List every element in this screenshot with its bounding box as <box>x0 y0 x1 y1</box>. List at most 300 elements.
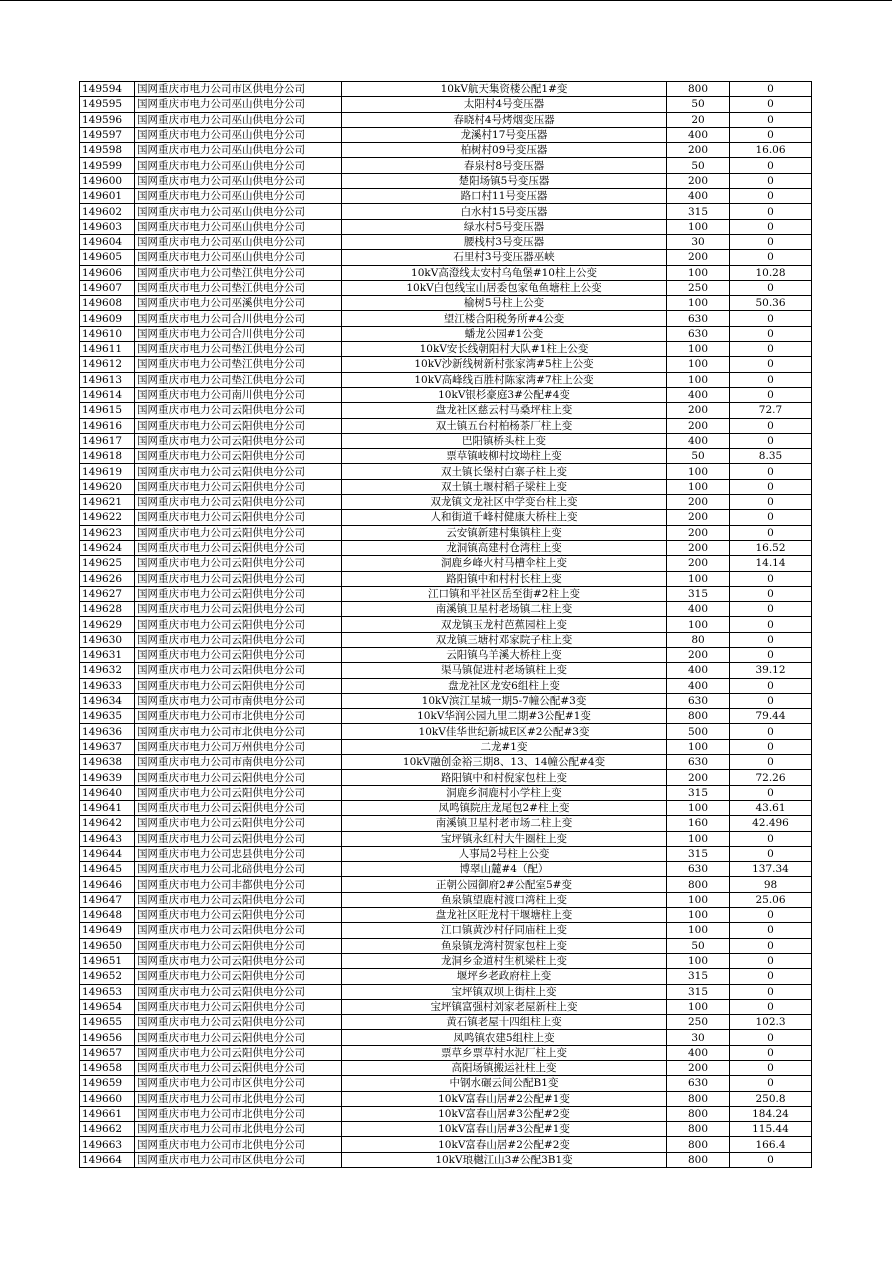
value-cell: 0 <box>730 571 812 586</box>
value-cell: 0 <box>730 510 812 525</box>
capacity-cell: 100 <box>667 999 730 1014</box>
company-cell: 国网重庆市电力公司云阳供电分公司 <box>135 403 342 418</box>
company-cell: 国网重庆市电力公司云阳供电分公司 <box>135 418 342 433</box>
company-cell: 国网重庆市电力公司巫山供电分公司 <box>135 204 342 219</box>
transformer-name-cell: 春晓村4号烤烟变压器 <box>342 112 667 127</box>
row-id-cell: 149626 <box>80 571 135 586</box>
value-cell: 0 <box>730 204 812 219</box>
capacity-cell: 400 <box>667 678 730 693</box>
value-cell: 0 <box>730 617 812 632</box>
capacity-cell: 400 <box>667 663 730 678</box>
capacity-cell: 200 <box>667 556 730 571</box>
table-row <box>80 403 812 418</box>
company-cell: 国网重庆市电力公司云阳供电分公司 <box>135 831 342 846</box>
table-row <box>80 219 812 234</box>
transformer-name-cell: 人和街道千峰村健康大桥柱上变 <box>342 510 667 525</box>
row-id-cell: 149606 <box>80 265 135 280</box>
capacity-cell: 630 <box>667 862 730 877</box>
transformer-table <box>79 81 812 1168</box>
table-row <box>80 800 812 815</box>
value-cell: 0 <box>730 342 812 357</box>
value-cell: 0 <box>730 1076 812 1091</box>
value-cell: 42.496 <box>730 816 812 831</box>
value-cell: 16.52 <box>730 540 812 555</box>
value-cell: 0 <box>730 724 812 739</box>
value-cell: 0 <box>730 739 812 754</box>
capacity-cell: 100 <box>667 571 730 586</box>
transformer-name-cell: 盘龙社区旺龙村干堰塘柱上变 <box>342 908 667 923</box>
company-cell: 国网重庆市电力公司合川供电分公司 <box>135 326 342 341</box>
capacity-cell: 500 <box>667 724 730 739</box>
table-row <box>80 1106 812 1121</box>
transformer-name-cell: 10kV航天集资楼公配1#变 <box>342 82 667 97</box>
value-cell: 0 <box>730 984 812 999</box>
company-cell: 国网重庆市电力公司巫溪供电分公司 <box>135 296 342 311</box>
row-id-cell: 149661 <box>80 1106 135 1121</box>
table-row <box>80 97 812 112</box>
transformer-name-cell: 榆树5号柱上公变 <box>342 296 667 311</box>
company-cell: 国网重庆市电力公司云阳供电分公司 <box>135 678 342 693</box>
row-id-cell: 149634 <box>80 693 135 708</box>
value-cell: 72.26 <box>730 770 812 785</box>
value-cell: 0 <box>730 219 812 234</box>
value-cell: 8.35 <box>730 449 812 464</box>
value-cell: 0 <box>730 173 812 188</box>
table-row <box>80 647 812 662</box>
row-id-cell: 149637 <box>80 739 135 754</box>
table-row <box>80 556 812 571</box>
capacity-cell: 630 <box>667 693 730 708</box>
row-id-cell: 149624 <box>80 540 135 555</box>
transformer-name-cell: 双龙镇玉龙村芭蕉园柱上变 <box>342 617 667 632</box>
company-cell: 国网重庆市电力公司云阳供电分公司 <box>135 540 342 555</box>
table-row <box>80 296 812 311</box>
company-cell: 国网重庆市电力公司市北供电分公司 <box>135 1137 342 1152</box>
table-row <box>80 617 812 632</box>
capacity-cell: 20 <box>667 112 730 127</box>
row-id-cell: 149648 <box>80 908 135 923</box>
capacity-cell: 50 <box>667 449 730 464</box>
row-id-cell: 149653 <box>80 984 135 999</box>
company-cell: 国网重庆市电力公司忠县供电分公司 <box>135 846 342 861</box>
row-id-cell: 149601 <box>80 189 135 204</box>
capacity-cell: 250 <box>667 1015 730 1030</box>
transformer-name-cell: 鱼泉镇龙湾村贺家包柱上变 <box>342 938 667 953</box>
table-row <box>80 1122 812 1137</box>
row-id-cell: 149613 <box>80 372 135 387</box>
table-row <box>80 923 812 938</box>
capacity-cell: 630 <box>667 311 730 326</box>
row-id-cell: 149643 <box>80 831 135 846</box>
company-cell: 国网重庆市电力公司巫山供电分公司 <box>135 143 342 158</box>
table-row <box>80 938 812 953</box>
company-cell: 国网重庆市电力公司云阳供电分公司 <box>135 785 342 800</box>
transformer-name-cell: 票草乡票草村水泥厂柱上变 <box>342 1045 667 1060</box>
capacity-cell: 200 <box>667 418 730 433</box>
table-row <box>80 280 812 295</box>
transformer-name-cell: 正朝公园御府2#公配室5#变 <box>342 877 667 892</box>
table-row <box>80 678 812 693</box>
capacity-cell: 800 <box>667 1091 730 1106</box>
row-id-cell: 149652 <box>80 969 135 984</box>
company-cell: 国网重庆市电力公司市北供电分公司 <box>135 1122 342 1137</box>
transformer-name-cell: 10kV佳华世纪新城E区#2公配#3变 <box>342 724 667 739</box>
row-id-cell: 149615 <box>80 403 135 418</box>
company-cell: 国网重庆市电力公司巫山供电分公司 <box>135 173 342 188</box>
row-id-cell: 149646 <box>80 877 135 892</box>
value-cell: 0 <box>730 953 812 968</box>
transformer-name-cell: 望江楼合阳税务所#4公变 <box>342 311 667 326</box>
value-cell: 0 <box>730 1061 812 1076</box>
row-id-cell: 149596 <box>80 112 135 127</box>
row-id-cell: 149621 <box>80 495 135 510</box>
transformer-name-cell: 腰栈村3号变压器 <box>342 234 667 249</box>
table-row <box>80 418 812 433</box>
company-cell: 国网重庆市电力公司市南供电分公司 <box>135 755 342 770</box>
table-row <box>80 265 812 280</box>
capacity-cell: 400 <box>667 189 730 204</box>
company-cell: 国网重庆市电力公司丰都供电分公司 <box>135 877 342 892</box>
transformer-name-cell: 10kV琅樾江山3#公配3B1变 <box>342 1152 667 1167</box>
value-cell: 0 <box>730 755 812 770</box>
row-id-cell: 149618 <box>80 449 135 464</box>
capacity-cell: 100 <box>667 923 730 938</box>
row-id-cell: 149650 <box>80 938 135 953</box>
transformer-name-cell: 石里村3号变压器巫峡 <box>342 250 667 265</box>
table-row <box>80 326 812 341</box>
row-id-cell: 149598 <box>80 143 135 158</box>
capacity-cell: 315 <box>667 984 730 999</box>
transformer-name-cell: 鱼泉镇望鹿村渡口湾柱上变 <box>342 892 667 907</box>
table-row <box>80 525 812 540</box>
transformer-name-cell: 白水村15号变压器 <box>342 204 667 219</box>
capacity-cell: 160 <box>667 816 730 831</box>
capacity-cell: 100 <box>667 908 730 923</box>
company-cell: 国网重庆市电力公司市北供电分公司 <box>135 1091 342 1106</box>
row-id-cell: 149633 <box>80 678 135 693</box>
page-top-border <box>0 0 892 1</box>
company-cell: 国网重庆市电力公司垫江供电分公司 <box>135 342 342 357</box>
value-cell: 0 <box>730 632 812 647</box>
table-row <box>80 173 812 188</box>
company-cell: 国网重庆市电力公司云阳供电分公司 <box>135 617 342 632</box>
transformer-name-cell: 龙洞镇高建村仓湾柱上变 <box>342 540 667 555</box>
row-id-cell: 149657 <box>80 1045 135 1060</box>
table-row <box>80 1152 812 1167</box>
capacity-cell: 315 <box>667 846 730 861</box>
row-id-cell: 149603 <box>80 219 135 234</box>
table-row <box>80 1091 812 1106</box>
table-row <box>80 785 812 800</box>
table-row <box>80 969 812 984</box>
transformer-name-cell: 凤鸣镇院庄龙尾包2#柱上变 <box>342 800 667 815</box>
row-id-cell: 149632 <box>80 663 135 678</box>
row-id-cell: 149607 <box>80 280 135 295</box>
company-cell: 国网重庆市电力公司云阳供电分公司 <box>135 632 342 647</box>
transformer-name-cell: 宝坪镇富强村刘家老屋新柱上变 <box>342 999 667 1014</box>
value-cell: 115.44 <box>730 1122 812 1137</box>
company-cell: 国网重庆市电力公司巫山供电分公司 <box>135 127 342 142</box>
table-row <box>80 663 812 678</box>
value-cell: 43.61 <box>730 800 812 815</box>
table-row <box>80 1045 812 1060</box>
row-id-cell: 149636 <box>80 724 135 739</box>
company-cell: 国网重庆市电力公司云阳供电分公司 <box>135 449 342 464</box>
table-row <box>80 189 812 204</box>
transformer-name-cell: 双龙镇文龙社区中学变台柱上变 <box>342 495 667 510</box>
row-id-cell: 149612 <box>80 357 135 372</box>
table-row <box>80 158 812 173</box>
capacity-cell: 315 <box>667 785 730 800</box>
company-cell: 国网重庆市电力公司云阳供电分公司 <box>135 816 342 831</box>
table-row <box>80 632 812 647</box>
company-cell: 国网重庆市电力公司巫山供电分公司 <box>135 189 342 204</box>
table-row <box>80 143 812 158</box>
company-cell: 国网重庆市电力公司巫山供电分公司 <box>135 234 342 249</box>
table-row <box>80 1061 812 1076</box>
table-row <box>80 724 812 739</box>
table-row <box>80 372 812 387</box>
row-id-cell: 149614 <box>80 387 135 402</box>
table-row <box>80 250 812 265</box>
value-cell: 10.28 <box>730 265 812 280</box>
value-cell: 0 <box>730 586 812 601</box>
capacity-cell: 100 <box>667 831 730 846</box>
row-id-cell: 149594 <box>80 82 135 97</box>
transformer-name-cell: 中钢水碾云间公配B1变 <box>342 1076 667 1091</box>
table-row <box>80 739 812 754</box>
transformer-name-cell: 10kV白包线宝山居委包家龟鱼塘柱上公变 <box>342 280 667 295</box>
transformer-name-cell: 盘龙社区慈云村马桑坪柱上变 <box>342 403 667 418</box>
row-id-cell: 149649 <box>80 923 135 938</box>
company-cell: 国网重庆市电力公司巫山供电分公司 <box>135 112 342 127</box>
table-row <box>80 953 812 968</box>
table-row <box>80 449 812 464</box>
table-row <box>80 479 812 494</box>
company-cell: 国网重庆市电力公司市北供电分公司 <box>135 1106 342 1121</box>
transformer-name-cell: 10kV华润公园九里二期#3公配#1变 <box>342 709 667 724</box>
company-cell: 国网重庆市电力公司万州供电分公司 <box>135 739 342 754</box>
transformer-name-cell: 10kV滨江星城一期5-7幢公配#3变 <box>342 693 667 708</box>
row-id-cell: 149662 <box>80 1122 135 1137</box>
table-row <box>80 234 812 249</box>
row-id-cell: 149654 <box>80 999 135 1014</box>
company-cell: 国网重庆市电力公司云阳供电分公司 <box>135 647 342 662</box>
transformer-name-cell: 10kV高峰线百胜村陈家湾#7柱上公变 <box>342 372 667 387</box>
capacity-cell: 100 <box>667 800 730 815</box>
transformer-name-cell: 南溪镇卫星村老场镇二柱上变 <box>342 602 667 617</box>
row-id-cell: 149627 <box>80 586 135 601</box>
value-cell: 102.3 <box>730 1015 812 1030</box>
capacity-cell: 315 <box>667 204 730 219</box>
value-cell: 50.36 <box>730 296 812 311</box>
row-id-cell: 149617 <box>80 433 135 448</box>
company-cell: 国网重庆市电力公司云阳供电分公司 <box>135 602 342 617</box>
transformer-name-cell: 票草镇岐柳村坟坳柱上变 <box>342 449 667 464</box>
value-cell: 0 <box>730 1152 812 1167</box>
capacity-cell: 200 <box>667 143 730 158</box>
table-row <box>80 586 812 601</box>
table-row <box>80 908 812 923</box>
table-row <box>80 464 812 479</box>
capacity-cell: 100 <box>667 739 730 754</box>
capacity-cell: 100 <box>667 953 730 968</box>
company-cell: 国网重庆市电力公司云阳供电分公司 <box>135 908 342 923</box>
company-cell: 国网重庆市电力公司云阳供电分公司 <box>135 1045 342 1060</box>
value-cell: 72.7 <box>730 403 812 418</box>
table-row <box>80 846 812 861</box>
company-cell: 国网重庆市电力公司云阳供电分公司 <box>135 495 342 510</box>
company-cell: 国网重庆市电力公司云阳供电分公司 <box>135 1030 342 1045</box>
row-id-cell: 149655 <box>80 1015 135 1030</box>
company-cell: 国网重庆市电力公司云阳供电分公司 <box>135 556 342 571</box>
company-cell: 国网重庆市电力公司云阳供电分公司 <box>135 800 342 815</box>
capacity-cell: 80 <box>667 632 730 647</box>
capacity-cell: 100 <box>667 617 730 632</box>
capacity-cell: 400 <box>667 602 730 617</box>
company-cell: 国网重庆市电力公司云阳供电分公司 <box>135 999 342 1014</box>
company-cell: 国网重庆市电力公司南川供电分公司 <box>135 387 342 402</box>
capacity-cell: 200 <box>667 647 730 662</box>
value-cell: 16.06 <box>730 143 812 158</box>
value-cell: 0 <box>730 418 812 433</box>
transformer-name-cell: 蟠龙公园#1公变 <box>342 326 667 341</box>
row-id-cell: 149659 <box>80 1076 135 1091</box>
transformer-name-cell: 路阳镇中和村倪家包柱上变 <box>342 770 667 785</box>
transformer-name-cell: 楚阳场镇5号变压器 <box>342 173 667 188</box>
capacity-cell: 315 <box>667 586 730 601</box>
row-id-cell: 149635 <box>80 709 135 724</box>
company-cell: 国网重庆市电力公司巫山供电分公司 <box>135 158 342 173</box>
table-row <box>80 357 812 372</box>
value-cell: 0 <box>730 525 812 540</box>
value-cell: 0 <box>730 479 812 494</box>
capacity-cell: 200 <box>667 495 730 510</box>
table-row <box>80 387 812 402</box>
value-cell: 0 <box>730 831 812 846</box>
table-row <box>80 999 812 1014</box>
value-cell: 184.24 <box>730 1106 812 1121</box>
transformer-name-cell: 盘龙社区龙安6组柱上变 <box>342 678 667 693</box>
company-cell: 国网重庆市电力公司云阳供电分公司 <box>135 433 342 448</box>
company-cell: 国网重庆市电力公司垫江供电分公司 <box>135 357 342 372</box>
table-row <box>80 831 812 846</box>
row-id-cell: 149620 <box>80 479 135 494</box>
row-id-cell: 149630 <box>80 632 135 647</box>
row-id-cell: 149639 <box>80 770 135 785</box>
table-row <box>80 433 812 448</box>
row-id-cell: 149644 <box>80 846 135 861</box>
value-cell: 39.12 <box>730 663 812 678</box>
capacity-cell: 800 <box>667 709 730 724</box>
capacity-cell: 315 <box>667 969 730 984</box>
row-id-cell: 149610 <box>80 326 135 341</box>
value-cell: 98 <box>730 877 812 892</box>
transformer-name-cell: 10kV富春山居#3公配#2变 <box>342 1106 667 1121</box>
row-id-cell: 149616 <box>80 418 135 433</box>
row-id-cell: 149638 <box>80 755 135 770</box>
table-row <box>80 342 812 357</box>
transformer-name-cell: 宝坪镇永红村大牛圈柱上变 <box>342 831 667 846</box>
row-id-cell: 149663 <box>80 1137 135 1152</box>
company-cell: 国网重庆市电力公司云阳供电分公司 <box>135 1015 342 1030</box>
table-row <box>80 755 812 770</box>
value-cell: 0 <box>730 908 812 923</box>
table-row <box>80 770 812 785</box>
capacity-cell: 800 <box>667 1137 730 1152</box>
row-id-cell: 149651 <box>80 953 135 968</box>
value-cell: 0 <box>730 647 812 662</box>
transformer-name-cell: 江口镇和平社区岳至街#2柱上变 <box>342 586 667 601</box>
company-cell: 国网重庆市电力公司巫山供电分公司 <box>135 250 342 265</box>
value-cell: 0 <box>730 250 812 265</box>
company-cell: 国网重庆市电力公司云阳供电分公司 <box>135 525 342 540</box>
value-cell: 0 <box>730 495 812 510</box>
table-body <box>80 82 812 1168</box>
capacity-cell: 200 <box>667 173 730 188</box>
capacity-cell: 100 <box>667 892 730 907</box>
value-cell: 0 <box>730 357 812 372</box>
row-id-cell: 149645 <box>80 862 135 877</box>
table-row <box>80 1030 812 1045</box>
row-id-cell: 149656 <box>80 1030 135 1045</box>
transformer-name-cell: 巴阳镇桥头柱上变 <box>342 433 667 448</box>
transformer-name-cell: 10kV沙新线树新村张家湾#5柱上公变 <box>342 357 667 372</box>
transformer-name-cell: 10kV富春山居#3公配#1变 <box>342 1122 667 1137</box>
capacity-cell: 100 <box>667 479 730 494</box>
value-cell: 0 <box>730 969 812 984</box>
row-id-cell: 149660 <box>80 1091 135 1106</box>
transformer-name-cell: 洞鹿乡峰火村马槽伞柱上变 <box>342 556 667 571</box>
table-row <box>80 1137 812 1152</box>
value-cell: 25.06 <box>730 892 812 907</box>
capacity-cell: 800 <box>667 82 730 97</box>
company-cell: 国网重庆市电力公司合川供电分公司 <box>135 311 342 326</box>
transformer-name-cell: 太阳村4号变压器 <box>342 97 667 112</box>
capacity-cell: 630 <box>667 755 730 770</box>
capacity-cell: 100 <box>667 357 730 372</box>
value-cell: 0 <box>730 82 812 97</box>
value-cell: 0 <box>730 693 812 708</box>
capacity-cell: 800 <box>667 1152 730 1167</box>
capacity-cell: 200 <box>667 1061 730 1076</box>
value-cell: 0 <box>730 785 812 800</box>
value-cell: 0 <box>730 464 812 479</box>
capacity-cell: 250 <box>667 280 730 295</box>
table-row <box>80 127 812 142</box>
value-cell: 79.44 <box>730 709 812 724</box>
capacity-cell: 800 <box>667 877 730 892</box>
capacity-cell: 50 <box>667 97 730 112</box>
value-cell: 0 <box>730 999 812 1014</box>
table-row <box>80 495 812 510</box>
row-id-cell: 149608 <box>80 296 135 311</box>
row-id-cell: 149619 <box>80 464 135 479</box>
capacity-cell: 400 <box>667 127 730 142</box>
transformer-name-cell: 高阳场镇搬运社柱上变 <box>342 1061 667 1076</box>
transformer-name-cell: 龙洞乡金道村生机梁柱上变 <box>342 953 667 968</box>
row-id-cell: 149641 <box>80 800 135 815</box>
row-id-cell: 149609 <box>80 311 135 326</box>
transformer-name-cell: 10kV安长线朝阳村大队#1柱上公变 <box>342 342 667 357</box>
capacity-cell: 400 <box>667 1045 730 1060</box>
transformer-name-cell: 龙溪村17号变压器 <box>342 127 667 142</box>
transformer-name-cell: 云阳镇乌羊溪大桥柱上变 <box>342 647 667 662</box>
row-id-cell: 149647 <box>80 892 135 907</box>
capacity-cell: 400 <box>667 387 730 402</box>
transformer-name-cell: 黄石镇老屋十四组柱上变 <box>342 1015 667 1030</box>
value-cell: 0 <box>730 433 812 448</box>
